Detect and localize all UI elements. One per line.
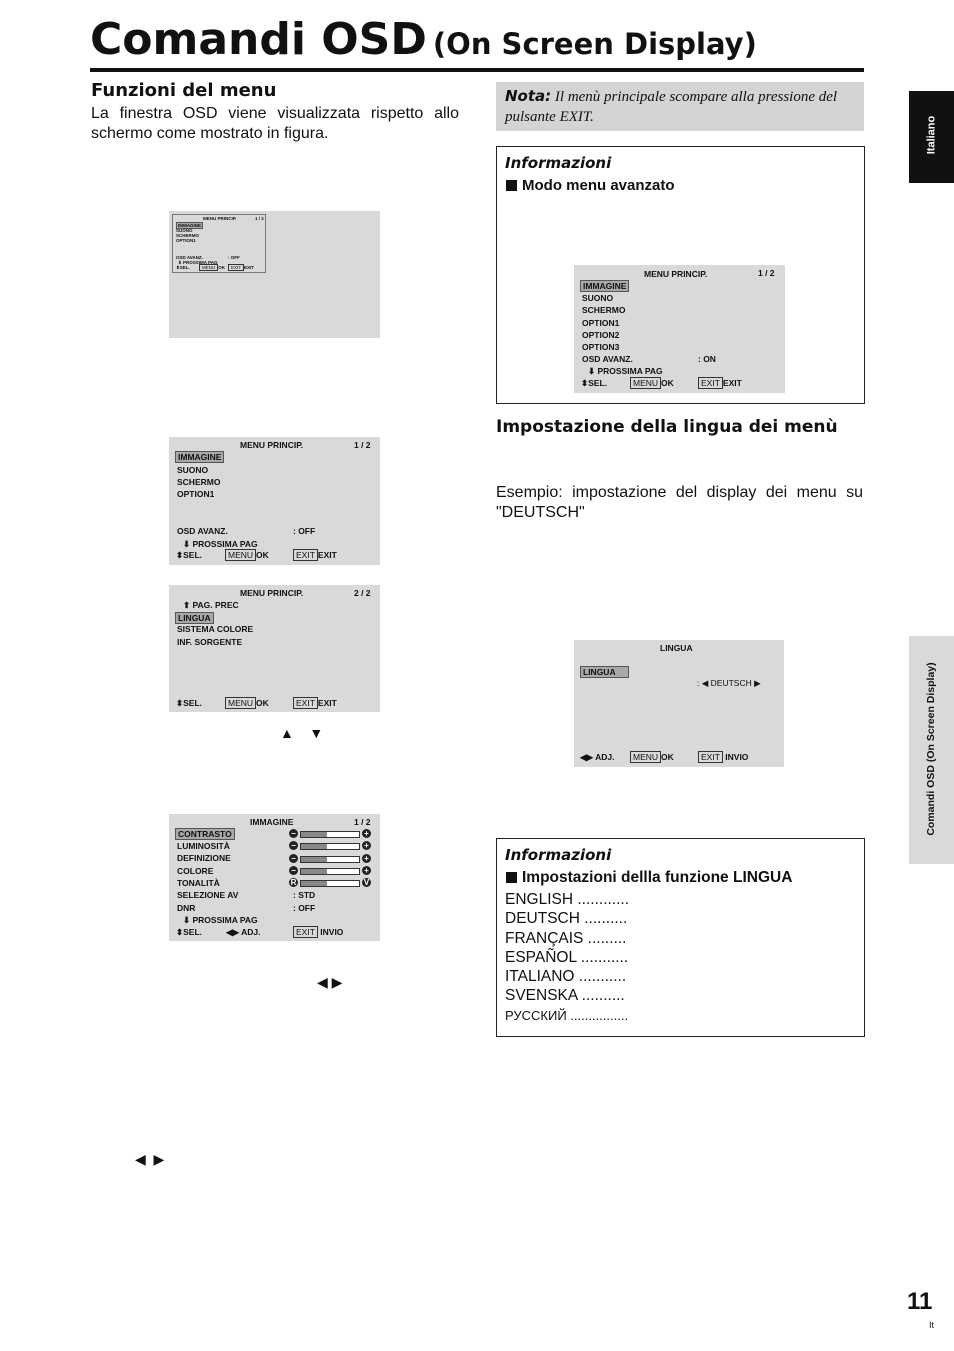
osd-avanz-value: : ON [698, 354, 716, 364]
language-item: РУССКИЙ ................ [505, 1007, 629, 1023]
osd-menu-item-sistema-colore: SISTEMA COLORE [177, 624, 254, 634]
osd-adj: ADJ. [241, 927, 261, 937]
exit-key-icon: EXIT [698, 377, 723, 389]
osd-menu-item-suono: SUONO [177, 465, 209, 475]
osd-sel: SEL. [588, 378, 608, 388]
osd-immagine-menu [169, 814, 380, 941]
leftright-icon: ◀▶ [580, 752, 594, 762]
osd-small-item: SUONO [176, 228, 193, 233]
osd-ok: OK [661, 752, 674, 762]
osd-small-page: 1 / 2 [255, 216, 264, 221]
nota-text: Il menù principale scompare alla pressione del pulsante EXIT. [505, 89, 838, 125]
page-title [90, 14, 757, 65]
osd-menu-item-schermo: SCHERMO [177, 477, 221, 487]
osd-page: 1 / 2 [758, 268, 775, 278]
osd-item-definizione: DEFINIZIONE [177, 853, 231, 863]
slider-fill [301, 881, 327, 886]
osd-small-ok: OK [218, 265, 225, 270]
osd-ok: OK [256, 550, 269, 560]
osd-exit: EXIT [317, 550, 337, 560]
updown-icon: ⬍ [176, 698, 184, 708]
osd-sel: SEL. [183, 698, 203, 708]
slider-tonalita [300, 880, 360, 887]
osd-sel: SEL. [183, 550, 203, 560]
section-heading-funzioni: Funzioni del menu [91, 80, 277, 101]
minus-icon: − [289, 841, 298, 850]
osd-avanz-label: OSD AVANZ. [582, 354, 633, 364]
lingua-example-text: Esempio: impostazione del display dei menu su "DEUTSCH" [496, 484, 863, 521]
osd-small-next: PROSSIMA PAG [183, 260, 218, 265]
plus-icon: + [362, 866, 371, 875]
osd-next-page: PROSSIMA PAG [192, 539, 258, 549]
osd-menu-item-immagine: IMMAGINE [175, 451, 224, 463]
slider-fill [301, 857, 327, 862]
osd-small-title: MENU PRINCIP. [203, 216, 237, 221]
plus-icon: + [362, 829, 371, 838]
osd-menu-item: OPTION2 [582, 330, 620, 340]
osd-avanz-value: : OFF [293, 526, 316, 536]
osd-title: MENU PRINCIP. [240, 588, 304, 598]
osd-main-menu-page2 [169, 585, 380, 712]
menu-key-icon: MENU [630, 377, 661, 389]
osd-menu-item-inf-sorgente: INF. SORGENTE [177, 637, 243, 647]
side-tab-italiano [909, 91, 954, 183]
nota-text-block [505, 86, 857, 127]
arrow-up-icon: ⬆ [183, 600, 191, 610]
plus-icon: + [362, 854, 371, 863]
info-subtitle-text: Modo menu avanzato [522, 177, 675, 194]
info-subtitle [506, 869, 792, 887]
osd-small-item: OPTION1 [176, 238, 196, 243]
language-item: ESPAÑOL ........... [505, 948, 629, 966]
osd-main-menu-page1 [169, 437, 380, 565]
nota-label: Nota: [505, 87, 552, 105]
osd-page: 1 / 2 [354, 817, 371, 827]
osd-small-window: MENU PRINCIP. 1 / 2 IMMAGINE SUONO SCHERMO OPTION1 OSD AVANZ. : OFF ⬇ PROSSIMA PAG ⬍SEL. MENU OK EXIT EXIT [172, 214, 266, 273]
minus-icon: − [289, 829, 298, 838]
slider-definizione [300, 856, 360, 863]
language-item: DEUTSCH .......... [505, 910, 628, 928]
osd-menu-item: SCHERMO [582, 305, 626, 315]
osd-menu-item-lingua: LINGUA [175, 612, 214, 624]
updown-icon: ⬍ [176, 927, 184, 937]
osd-small-osd: OSD AVANZ. [176, 255, 203, 260]
section-heading-lingua: Impostazione della lingua dei menù [496, 417, 838, 437]
osd-page: 1 / 2 [354, 440, 371, 450]
arrow-down-icon: ⬇ [183, 915, 191, 925]
osd-item-colore: COLORE [177, 866, 214, 876]
info-box-modo-avanzato [496, 146, 865, 404]
osd-next-page: PROSSIMA PAG [192, 915, 258, 925]
osd-menu-item: OPTION1 [582, 318, 620, 328]
menu-key-icon: MENU [630, 751, 661, 763]
osd-menu-item: IMMAGINE [580, 280, 629, 292]
osd-exit: EXIT [317, 698, 337, 708]
osd-ok: OK [256, 698, 269, 708]
language-list [505, 890, 629, 1025]
osd-small-item: SCHERMO [176, 233, 200, 238]
slider-luminosita [300, 843, 360, 850]
menu-key-icon: MENU [225, 549, 256, 561]
osd-screen-small [169, 211, 380, 338]
osd-item-luminosita: LUMINOSITÀ [177, 841, 230, 851]
updown-arrows-icon: ▲ ▼ [280, 725, 324, 741]
square-bullet-icon [506, 872, 517, 883]
info-subtitle-text: Impostazioni dellla funzione LINGUA [522, 869, 793, 886]
slider-fill [301, 832, 327, 837]
r-icon: R [290, 878, 297, 887]
osd-prev-page: PAG. PREC [192, 600, 239, 610]
nota-box [496, 82, 864, 131]
page-number: 11 [907, 1288, 933, 1315]
osd-menu-item: SUONO [582, 293, 614, 303]
title-sub: (On Screen Display) [432, 27, 757, 61]
language-item: FRANÇAIS ......... [505, 929, 627, 947]
osd-selezione-av-value: : STD [293, 890, 316, 900]
osd-small-menu-key: MENU [199, 264, 218, 271]
exit-key-icon: EXIT [293, 697, 318, 709]
arrow-down-icon: ⬇ [183, 539, 191, 549]
lang-code: It [929, 1320, 935, 1330]
slider-colore [300, 868, 360, 875]
intro-paragraph: La finestra OSD viene visualizzata rispetto allo schermo come mostrato in figura. [91, 105, 459, 142]
side-tab-label: Comandi OSD (On Screen Display) [925, 662, 937, 836]
osd-ok: OK [661, 378, 674, 388]
language-item: SVENSKA .......... [505, 987, 625, 1005]
osd-adj: ADJ. [595, 752, 615, 762]
v-icon: V [363, 878, 370, 887]
osd-small-exit: EXIT [244, 265, 255, 270]
menu-key-icon: MENU [225, 697, 256, 709]
minus-icon: − [289, 854, 298, 863]
arrow-down-icon: ⬇ [588, 366, 596, 376]
osd-small-item: IMMAGINE [178, 223, 201, 228]
title-main: Comandi OSD [90, 14, 427, 65]
plus-icon: + [362, 841, 371, 850]
osd-avanz-label: OSD AVANZ. [177, 526, 228, 536]
osd-item-dnr: DNR [177, 903, 196, 913]
osd-exit: EXIT [722, 378, 742, 388]
osd-lingua-menu: LINGUA LINGUA : ◀ DEUTSCH ▶ ◀▶ ADJ. MENU OK EXIT INVIO [574, 640, 784, 767]
osd-title: LINGUA [660, 643, 693, 653]
osd-next-page: PROSSIMA PAG [597, 366, 663, 376]
leftright-icon: ◀▶ [226, 927, 240, 937]
osd-item-contrasto: CONTRASTO [175, 828, 235, 840]
left-arrow-icon: ◀ [701, 678, 709, 688]
osd-title: IMMAGINE [250, 817, 294, 827]
leftright-arrows-icon-2: ◀ ▶ [135, 1151, 165, 1167]
osd-title: MENU PRINCIP. [240, 440, 304, 450]
osd-dnr-value: : OFF [293, 903, 316, 913]
osd-small-sel: SEL. [179, 265, 190, 270]
language-item: ENGLISH ............ [505, 891, 630, 908]
exit-key-icon: EXIT [698, 751, 723, 763]
osd-sel: SEL. [183, 927, 203, 937]
osd-page: 2 / 2 [354, 588, 371, 598]
side-tab-comandi-osd [909, 636, 954, 864]
leftright-arrows-icon: ◀ ▶ [317, 974, 343, 990]
osd-menu-item-option1: OPTION1 [177, 489, 215, 499]
osd-item-lingua: LINGUA [580, 666, 629, 678]
info-subtitle [506, 177, 675, 194]
right-arrow-icon: ▶ [754, 678, 761, 688]
osd-lingua-value: DEUTSCH [710, 678, 752, 688]
slider-fill [301, 844, 327, 849]
minus-icon: − [289, 866, 298, 875]
osd-menu-item: OPTION3 [582, 342, 620, 352]
info-title: Informazioni [505, 154, 612, 172]
osd-invio: INVIO [320, 927, 344, 937]
exit-key-icon: EXIT [293, 926, 318, 938]
osd-main-menu-avanzato [574, 265, 785, 393]
osd-small-osd-value: : OFF [228, 255, 240, 260]
title-rule [90, 68, 864, 72]
osd-small-exit-key: EXIT [228, 264, 244, 271]
osd-invio: INVIO [725, 752, 749, 762]
updown-icon: ⬍ [581, 378, 589, 388]
osd-item-selezione-av: SELEZIONE AV [177, 890, 239, 900]
info-box-lingua [496, 838, 865, 1037]
language-item: ITALIANO ........... [505, 968, 627, 986]
info-title: Informazioni [505, 846, 612, 864]
osd-title: MENU PRINCIP. [644, 269, 708, 279]
exit-key-icon: EXIT [293, 549, 318, 561]
osd-item-tonalita: TONALITÀ [177, 878, 220, 888]
side-tab-label: Italiano [925, 115, 938, 155]
updown-icon: ⬍ [176, 550, 184, 560]
square-bullet-icon [506, 180, 517, 191]
slider-fill [301, 869, 327, 874]
slider-contrasto [300, 831, 360, 838]
